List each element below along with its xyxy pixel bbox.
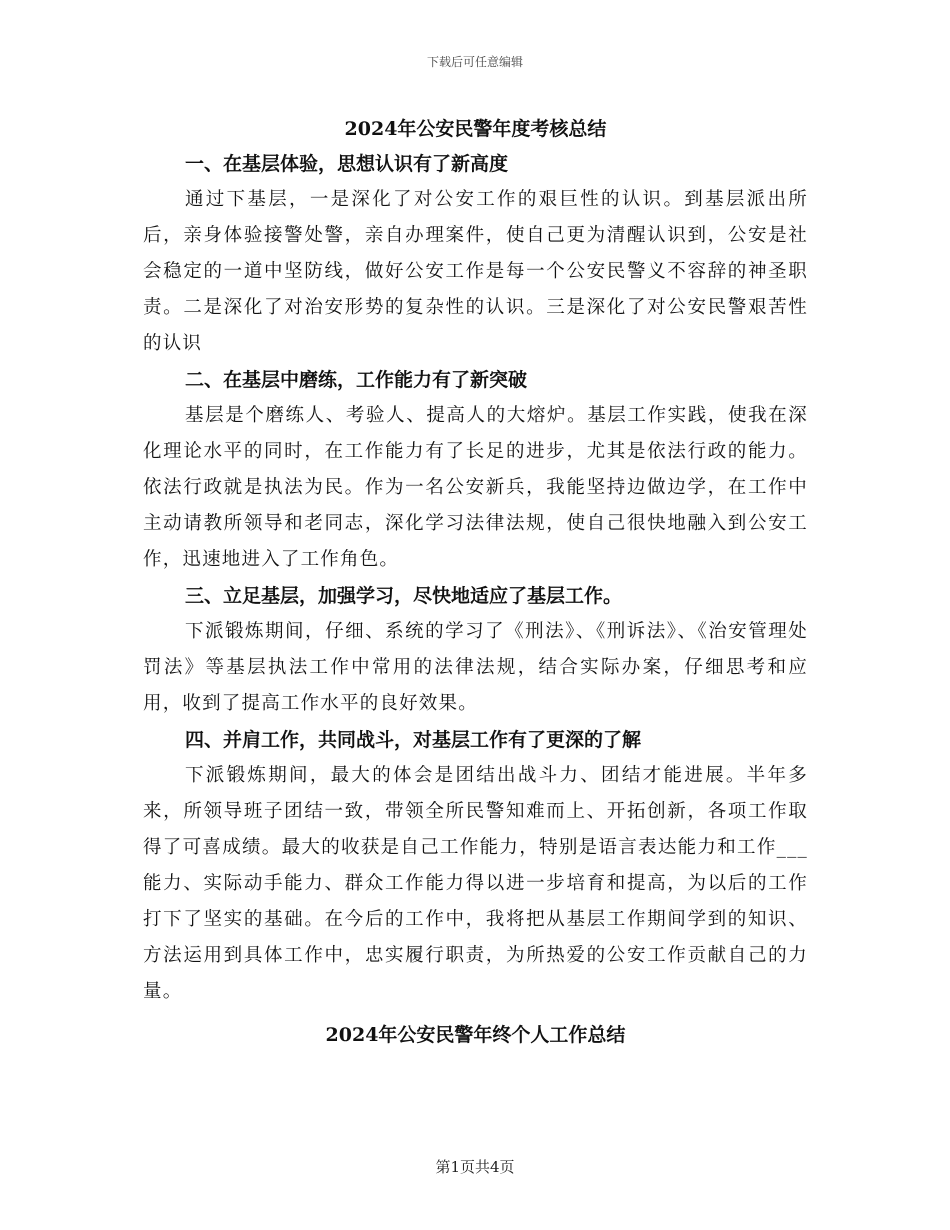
document-title: 2024年公安民警年度考核总结: [344, 118, 607, 140]
section-paragraph: 下派锻炼期间，最大的体会是团结出战斗力、团结才能进展。半年多来，所领导班子团结一致，带领全所民警知难而上、开拓创新，各项工作取得了可喜成绩。最大的收获是自己工作能力，特别是语言表达能力和工作___能力、实际动手能力、群众工作能力得以进一步培育和提高，为以后的工作打下了坚实的基础。在今后的工作中，我将把从基层工作期间学到的知识、方法运用到具体工作中，忠实履行职责，为所热爱的公安工作贡献自己的力量。: [143, 765, 808, 1002]
section-heading: 四、并肩工作，共同战斗，对基层工作有了更深的了解: [185, 729, 642, 751]
section-1: [143, 146, 808, 362]
section-paragraph: 通过下基层，一是深化了对公安工作的艰巨性的认识。到基层派出所后，亲身体验接警处警，亲自办理案件，使自己更为清醒认识到，公安是社会稳定的一道中坚防线，做好公安工作是每一个公安民警义不容辞的神圣职责。二是深化了对治安形势的复杂性的认识。三是深化了对公安民警艰苦性的认识: [143, 189, 808, 354]
document-body: [143, 112, 808, 1052]
section-2: [143, 362, 808, 578]
section-3: [143, 578, 808, 722]
section-paragraph: 下派锻炼期间，仔细、系统的学习了《刑法》、《刑诉法》、《治安管理处罚法》等基层执法工作中常用的法律法规，结合实际办案，仔细思考和应用，收到了提高工作水平的良好效果。: [143, 621, 808, 714]
section-4: [143, 722, 808, 1010]
header-note: 下载后可任意编辑: [426, 55, 523, 69]
next-document-title: 2024年公安民警年终个人工作总结: [325, 1024, 626, 1046]
page-number: 第1页共4页: [435, 1158, 515, 1176]
section-paragraph: 基层是个磨练人、考验人、提高人的大熔炉。基层工作实践，使我在深化理论水平的同时，在工作能力有了长足的进步，尤其是依法行政的能力。依法行政就是执法为民。作为一名公安新兵，我能坚持边做边学，在工作中主动请教所领导和老同志，深化学习法律法规，使自己很快地融入到公安工作，迅速地进入了工作角色。: [143, 405, 808, 570]
section-heading: 三、立足基层，加强学习，尽快地适应了基层工作。: [185, 585, 623, 607]
section-heading: 一、在基层体验，思想认识有了新高度: [185, 153, 509, 175]
section-heading: 二、在基层中磨练，工作能力有了新突破: [185, 369, 528, 391]
